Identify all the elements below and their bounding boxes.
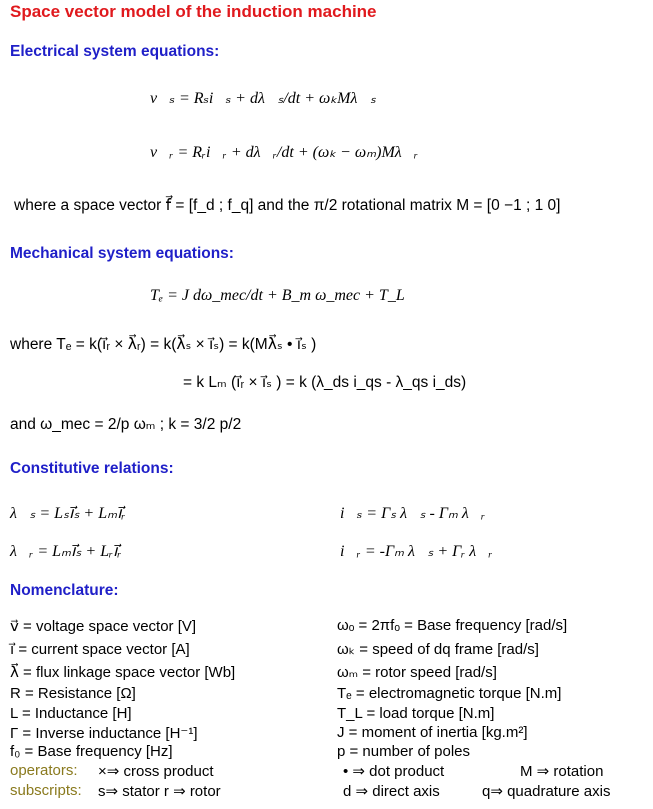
subscripts-quadrature: q⇒ quadrature axis xyxy=(482,783,611,800)
page-title: Space vector model of the induction machine xyxy=(10,2,377,21)
heading-constitutive: Constitutive relations: xyxy=(10,460,174,477)
nomenclature-right-4: T_L = load torque [N.m] xyxy=(337,705,495,722)
nomenclature-right-0: ωₒ = 2πfₒ = Base frequency [rad/s] xyxy=(337,617,568,634)
mechanical-torque-equation: Tₑ = J dω_mec/dt + B_m ω_mec + T_L xyxy=(150,287,405,304)
nomenclature-right-6: p = number of poles xyxy=(337,743,471,760)
nomenclature-left-1: i⃗ = current space vector [A] xyxy=(10,641,190,658)
subscripts-stator-rotor: s⇒ stator r ⇒ rotor xyxy=(98,783,221,800)
constitutive-flux-rotor: λ⃗ᵣ = Lₘi⃗ₛ + Lᵣi⃗ᵣ xyxy=(10,543,122,560)
nomenclature-right-5: J = moment of inertia [kg.m²] xyxy=(337,724,528,741)
heading-electrical: Electrical system equations: xyxy=(10,43,220,60)
nomenclature-left-0: v⃗ = voltage space vector [V] xyxy=(10,618,197,635)
operators-label: operators: xyxy=(10,762,78,779)
nomenclature-right-2: ωₘ = rotor speed [rad/s] xyxy=(337,664,497,681)
operators-cross: ×⇒ cross product xyxy=(98,763,214,780)
mechanical-where-line-1: where Tₑ = k(i⃗ᵣ × λ⃗ᵣ) = k(λ⃗ₛ × i⃗ₛ) = k(Mλ⃗ₛ • i⃗ₛ ) xyxy=(10,336,317,353)
mechanical-and-line: and ω_mec = 2/p ωₘ ; k = 3/2 p/2 xyxy=(10,416,242,433)
constitutive-current-rotor: i⃗ᵣ = -Γₘ λ⃗ₛ + Γᵣ λ⃗ᵣ xyxy=(340,543,493,560)
operators-rotation: M ⇒ rotation xyxy=(520,763,604,780)
nomenclature-right-1: ωₖ = speed of dq frame [rad/s] xyxy=(337,641,539,658)
electrical-where-line: where a space vector f⃗ = [f_d ; f_q] and the π/2 rotational matrix M = [0 −1 ; 1 0] xyxy=(14,197,561,214)
electrical-equation-stator: v⃗ₛ = Rₛi⃗ₛ + dλ⃗ₛ/dt + ωₖMλ⃗ₛ xyxy=(150,90,376,107)
nomenclature-right-3: Tₑ = electromagnetic torque [N.m] xyxy=(337,685,562,702)
mechanical-where-line-2: = k Lₘ (i⃗ᵣ × i⃗ₛ ) = k (λ_ds i_qs - λ_qs i_ds) xyxy=(183,374,467,391)
nomenclature-left-2: λ⃗ = flux linkage space vector [Wb] xyxy=(10,664,236,681)
constitutive-current-stator: i⃗ₛ = Γₛ λ⃗ₛ - Γₘ λ⃗ᵣ xyxy=(340,505,486,522)
subscripts-label: subscripts: xyxy=(10,782,82,799)
nomenclature-left-3: R = Resistance [Ω] xyxy=(10,685,136,702)
heading-nomenclature: Nomenclature: xyxy=(10,582,119,599)
electrical-equation-rotor: v⃗ᵣ = Rᵣi⃗ᵣ + dλ⃗ᵣ/dt + (ωₖ − ωₘ)Mλ⃗ᵣ xyxy=(150,144,419,161)
operators-dot: • ⇒ dot product xyxy=(343,763,445,780)
nomenclature-left-6: f₀ = Base frequency [Hz] xyxy=(10,743,173,760)
constitutive-flux-stator: λ⃗ₛ = Lₛi⃗ₛ + Lₘi⃗ᵣ xyxy=(10,505,126,522)
nomenclature-left-4: L = Inductance [H] xyxy=(10,705,132,722)
nomenclature-left-5: Γ = Inverse inductance [H⁻¹] xyxy=(10,725,198,742)
heading-mechanical: Mechanical system equations: xyxy=(10,245,234,262)
subscripts-direct: d ⇒ direct axis xyxy=(343,783,440,800)
